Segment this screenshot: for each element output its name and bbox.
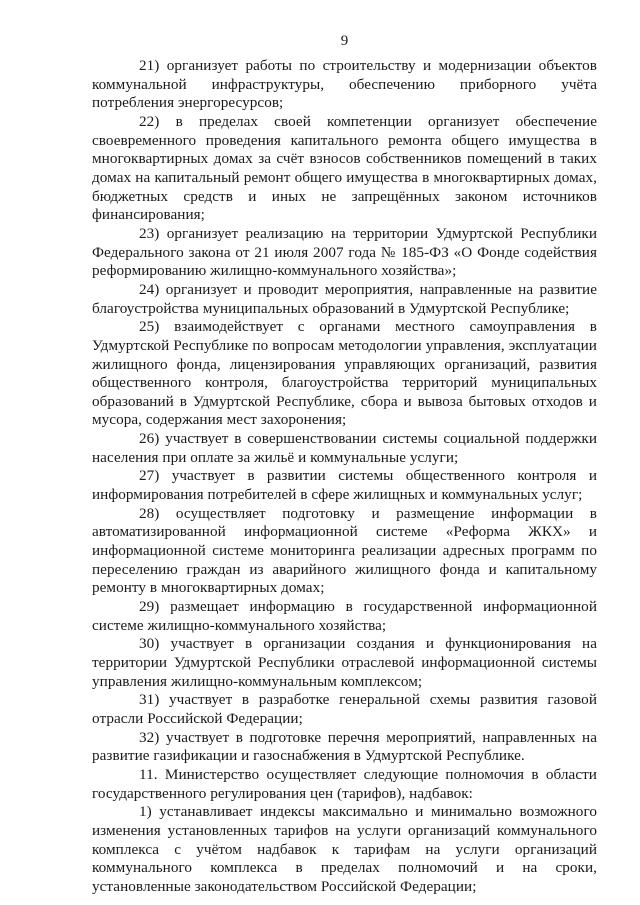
paragraph-item-32: 32) участвует в подготовке перечня мероприятий, направленных на развитие газификации и газоснабжения в Удмуртской Республике. [92,728,597,765]
paragraph-item-24: 24) организует и проводит мероприятия, направленные на развитие благоустройства муниципальных образований в Удмуртской Республике; [92,280,597,317]
paragraph-item-21: 21) организует работы по строительству и модернизации объектов коммунальной инфраструктуры, обеспечению приборного учёта потребления энергоресурсов; [92,57,597,112]
section-11-item-1: 1) устанавливает индексы максимально и минимально возможного изменения установленных тарифов на услуги организаций коммунального комплекса с учётом надбавок к тарифам на услуги организаций коммунального комплекса в пределах полномочий и на сроки, установленные законодательством Российской Федерации; [92,803,597,895]
paragraph-item-28: 28) осуществляет подготовку и размещение информации в автоматизированной информационной системе «Реформа ЖКХ» и информационной системе мониторинга реализации адресных программ по переселению граждан из аварийного жилищного фонда и капитальному ремонту в многоквартирных домах; [92,504,597,597]
paragraph-item-25: 25) взаимодействует с органами местного самоуправления в Удмуртской Республике по вопросам методологии управления, эксплуатации жилищного фонда, лицензирования управляющих организаций, развития общественного контроля, благоустройства территорий муниципальных образований в Удмуртской Республике, сбора и вывоза бытовых отходов и мусора, содержания мест захоронения; [92,318,597,429]
paragraph-item-30: 30) участвует в организации создания и функционирования на территории Удмуртской Республики отраслевой информационной системы управления жилищно-коммунальным комплексом; [92,635,597,690]
document-body [92,57,597,897]
paragraph-item-23: 23) организует реализацию на территории Удмуртской Республики Федерального закона от 21 июля 2007 года № 185-ФЗ «О Фонде содействия реформированию жилищно-коммунального хозяйства»; [92,224,597,280]
paragraph-item-26: 26) участвует в совершенствовании системы социальной поддержки населения при оплате за жильё и коммунальные услуги; [92,430,597,466]
page-number: 9 [340,33,349,49]
paragraph-item-27: 27) участвует в развитии системы общественного контроля и информирования потребителей в сфере жилищных и коммунальных услуг; [92,467,597,504]
paragraph-item-29: 29) размещает информацию в государственной информационной системе жилищно-коммунального хозяйства; [92,598,597,634]
paragraph-item-31: 31) участвует в разработке генеральной схемы развития газовой отрасли Российской Федерации; [92,691,597,727]
section-11-heading-paragraph: 11. Министерство осуществляет следующие полномочия в области государственного регулирования цен (тарифов), надбавок: [92,765,597,802]
paragraph-item-22: 22) в пределах своей компетенции организует обеспечение своевременного проведения капитального ремонта общего имущества в многоквартирных домах за счёт взносов собственников помещений в таких домах на капитальный ремонт общего имущества в многоквартирных домах, бюджетных средств и иных не запрещённых законом источников финансирования; [92,112,597,224]
